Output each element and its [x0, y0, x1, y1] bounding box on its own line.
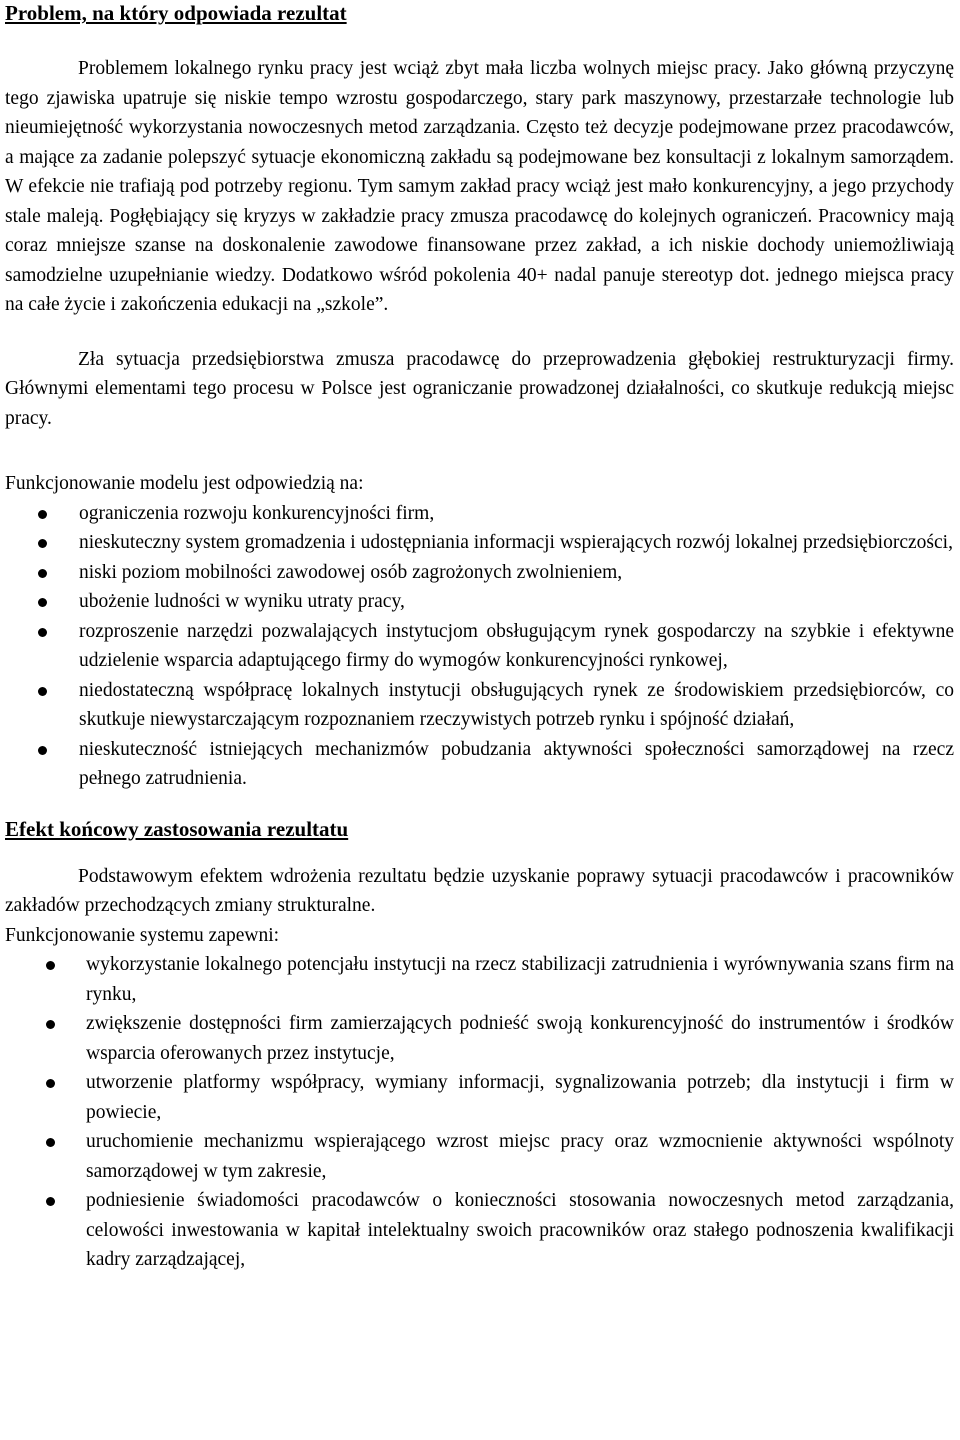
section-heading-effect: Efekt końcowy zastosowania rezultatu	[5, 816, 349, 841]
bullet-icon	[38, 628, 47, 637]
system-list-intro: Funkcjonowanie systemu zapewni:	[5, 924, 280, 946]
model-list-intro: Funkcjonowanie modelu jest odpowiedzią na:	[5, 473, 364, 494]
model-response-list	[5, 499, 954, 794]
system-benefits-list	[5, 950, 954, 1275]
problem-paragraph-1: Problemem lokalnego rynku pracy jest wciąż zbyt mała liczba wolnych miejsc pracy. Jako główną przyczynę tego zjawiska upatruje się niskie tempo wzrostu gospodarczego, stary park maszynowy, przestarzałe technologie lub nieumiejętność wykorzystania nowoczesnych metod zarządzania. Często też decyzje podejmowane przez pracodawców, a mające za zadanie polepszyć sytuacje ekonomiczną zakładu są podejmowane bez konsultacji z lokalnym samorządem. W efekcie nie trafiają pod potrzeby regionu. Tym samym zakład pracy wciąż jest mało konkurencyjny, a jego przychody stale maleją. Pogłębiający się kryzys w zakładzie pracy zmusza pracodawcę do kolejnych ograniczeń. Pracownicy mają coraz mniejsze szanse na doskonalenie zawodowe finansowane przez zakład, a ich niskie dochody uniemożliwiają samodzielne uzupełnianie wiedzy. Dodatkowo wśród pokolenia 40+ nadal panuje stereotyp dot. jednego miejsca pracy na całe życie i zakończenia edukacji na „szkole”.	[5, 58, 954, 315]
bullet-icon	[46, 961, 55, 970]
bullet-icon	[46, 1197, 55, 1206]
bullet-icon	[46, 1020, 55, 1029]
bullet-icon	[46, 1138, 55, 1147]
bullet-icon	[38, 746, 47, 755]
list-item: niski poziom mobilności zawodowej osób zagrożonych zwolnieniem,	[5, 558, 954, 588]
list-item: niedostateczną współpracę lokalnych instytucji obsługujących rynek ze środowiskiem przedsiębiorców, co skutkuje niewystarczającym rozpoznaniem rzeczywistych potrzeb rynku i spójność działań,	[5, 676, 954, 735]
list-item: nieskuteczność istniejących mechanizmów pobudzania aktywności społeczności samorządowej na rzecz pełnego zatrudnienia.	[5, 735, 954, 794]
list-item: podniesienie świadomości pracodawców o konieczności stosowania nowoczesnych metod zarządzania, celowości inwestowania w kapitał intelektualny swoich pracowników oraz stałego podnoszenia kwalifikacji kadry zarządzającej,	[5, 1186, 954, 1275]
list-item: wykorzystanie lokalnego potencjału instytucji na rzecz stabilizacji zatrudnienia i wyrównywania szans firm na rynku,	[5, 950, 954, 1009]
section-heading-problem: Problem, na który odpowiada rezultat	[5, 1, 347, 25]
bullet-icon	[38, 687, 47, 696]
bullet-icon	[46, 1079, 55, 1088]
bullet-icon	[38, 510, 47, 519]
bullet-icon	[38, 569, 47, 578]
list-item: zwiększenie dostępności firm zamierzających podnieść swoją konkurencyjność do instrumentów i środków wsparcia oferowanych przez instytucje,	[5, 1009, 954, 1068]
list-item: rozproszenie narzędzi pozwalających instytucjom obsługującym rynek gospodarczy na szybkie i efektywne udzielenie wsparcia adaptującego firmy do wymogów konkurencyjności rynkowej,	[5, 617, 954, 676]
list-item: nieskuteczny system gromadzenia i udostępniania informacji wspierających rozwój lokalnej przedsiębiorczości,	[5, 528, 954, 558]
bullet-icon	[38, 539, 47, 548]
effect-paragraph-1: Podstawowym efektem wdrożenia rezultatu będzie uzyskanie poprawy sytuacji pracodawców i pracowników zakładów przechodzących zmiany strukturalne.	[5, 865, 954, 916]
list-item: uruchomienie mechanizmu wspierającego wzrost miejsc pracy oraz wzmocnienie aktywności wspólnoty samorządowej w tym zakresie,	[5, 1127, 954, 1186]
list-item: utworzenie platformy współpracy, wymiany informacji, sygnalizowania potrzeb; dla instytucji i firm w powiecie,	[5, 1068, 954, 1127]
list-item: ograniczenia rozwoju konkurencyjności firm,	[5, 499, 954, 529]
bullet-icon	[38, 598, 47, 607]
problem-paragraph-2: Zła sytuacja przedsiębiorstwa zmusza pracodawcę do przeprowadzenia głębokiej restrukturyzacji firmy. Głównymi elementami tego procesu w Polsce jest ograniczanie prowadzonej działalności, co skutkuje redukcją miejsc pracy.	[5, 348, 954, 429]
list-item: ubożenie ludności w wyniku utraty pracy,	[5, 587, 954, 617]
